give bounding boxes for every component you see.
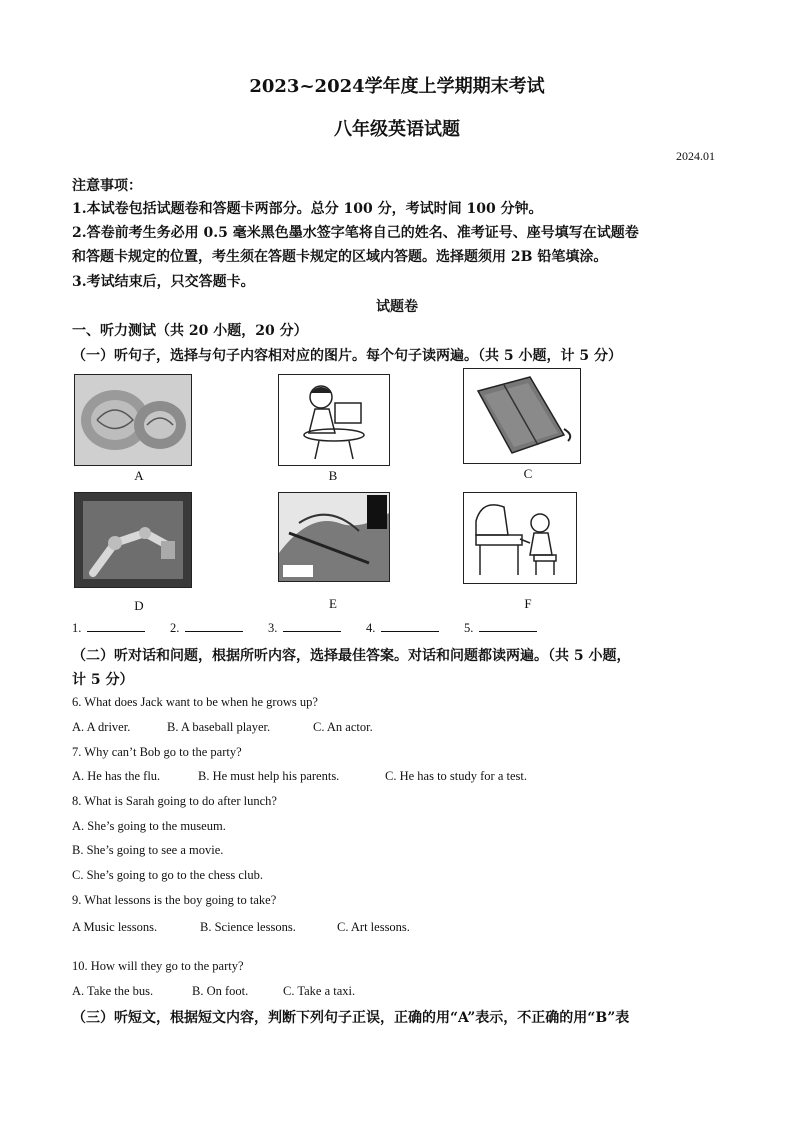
- part1-sub1: （一）听句子，选择与句子内容相对应的图片。每个句子读两遍。（共 5 小题，计 5 分）: [72, 348, 622, 364]
- girl-piano-icon: [463, 492, 577, 584]
- notes-heading: 注意事项：: [72, 178, 142, 194]
- cabbage-icon: [74, 374, 192, 466]
- question-8: 8. What is Sarah going to do after lunch?: [72, 794, 277, 808]
- question-7: 7. Why can’t Bob go to the party?: [72, 745, 242, 759]
- option: A. Take the bus.: [72, 984, 154, 998]
- part1-heading: 一、听力测试（共 20 小题，20 分）: [72, 323, 308, 339]
- option: B. He must help his parents.: [198, 769, 340, 783]
- option: A. She’s going to the museum.: [72, 819, 226, 833]
- wallet-icon: [463, 368, 581, 464]
- picture-label: A: [134, 468, 144, 483]
- picture-label: F: [524, 596, 532, 611]
- option: C. Art lessons.: [337, 920, 410, 934]
- option: C. Take a taxi.: [283, 984, 356, 998]
- part1-sub2-cont: 计 5 分）: [72, 672, 134, 688]
- old-man-and-sea-book-icon: [278, 492, 390, 582]
- option: B. A baseball player.: [167, 720, 271, 734]
- option: C. An actor.: [313, 720, 373, 734]
- answer-blank-4[interactable]: 4.: [366, 621, 439, 636]
- robot-arm-icon: [74, 492, 192, 588]
- note-item: 3.考试结束后，只交答题卡。: [72, 274, 255, 290]
- option: C. He has to study for a test.: [385, 769, 527, 783]
- picture-label: D: [134, 598, 144, 613]
- question-10: 10. How will they go to the party?: [72, 959, 244, 973]
- option: B. She’s going to see a movie.: [72, 843, 224, 857]
- exam-title: 2023~2024学年度上学期期末考试: [249, 76, 545, 97]
- picture-label: E: [329, 596, 337, 611]
- answer-blank-1[interactable]: 1.: [72, 621, 145, 636]
- part1-sub3: （三）听短文，根据短文内容，判断下列句子正误，正确的用“A”表示，不正确的用“B”表: [72, 1010, 630, 1026]
- option: A. A driver.: [72, 720, 131, 734]
- exam-date: 2024.01: [676, 149, 715, 163]
- picture-label: C: [523, 466, 533, 481]
- section-label: 试题卷: [376, 299, 418, 315]
- option: B. On foot.: [192, 984, 249, 998]
- answer-blank-2[interactable]: 2.: [170, 621, 243, 636]
- boy-computer-icon: [278, 374, 390, 466]
- note-item: 2.答卷前考生务必用 0.5 毫米黑色墨水签字笔将自己的姓名、准考证号、座号填写在试题卷: [72, 225, 639, 241]
- question-9: 9. What lessons is the boy going to take?: [72, 893, 277, 907]
- option: A Music lessons.: [72, 920, 158, 934]
- answer-blank-3[interactable]: 3.: [268, 621, 341, 636]
- picture-label: B: [328, 468, 338, 483]
- option: C. She’s going to go to the chess club.: [72, 868, 263, 882]
- part1-sub2: （二）听对话和问题，根据所听内容，选择最佳答案。对话和问题都读两遍。（共 5 小题，: [72, 648, 631, 664]
- note-item: 1.本试卷包括试题卷和答题卡两部分。总分 100 分，考试时间 100 分钟。: [72, 201, 543, 217]
- note-item: 和答题卡规定的位置，考生须在答题卡规定的区域内答题。选择题须用 2B 铅笔填涂。: [72, 249, 608, 265]
- option: A. He has the flu.: [72, 769, 161, 783]
- answer-blank-5[interactable]: 5.: [464, 621, 537, 636]
- question-6: 6. What does Jack want to be when he grows up?: [72, 695, 318, 709]
- exam-subtitle: 八年级英语试题: [334, 119, 460, 140]
- option: B. Science lessons.: [200, 920, 296, 934]
